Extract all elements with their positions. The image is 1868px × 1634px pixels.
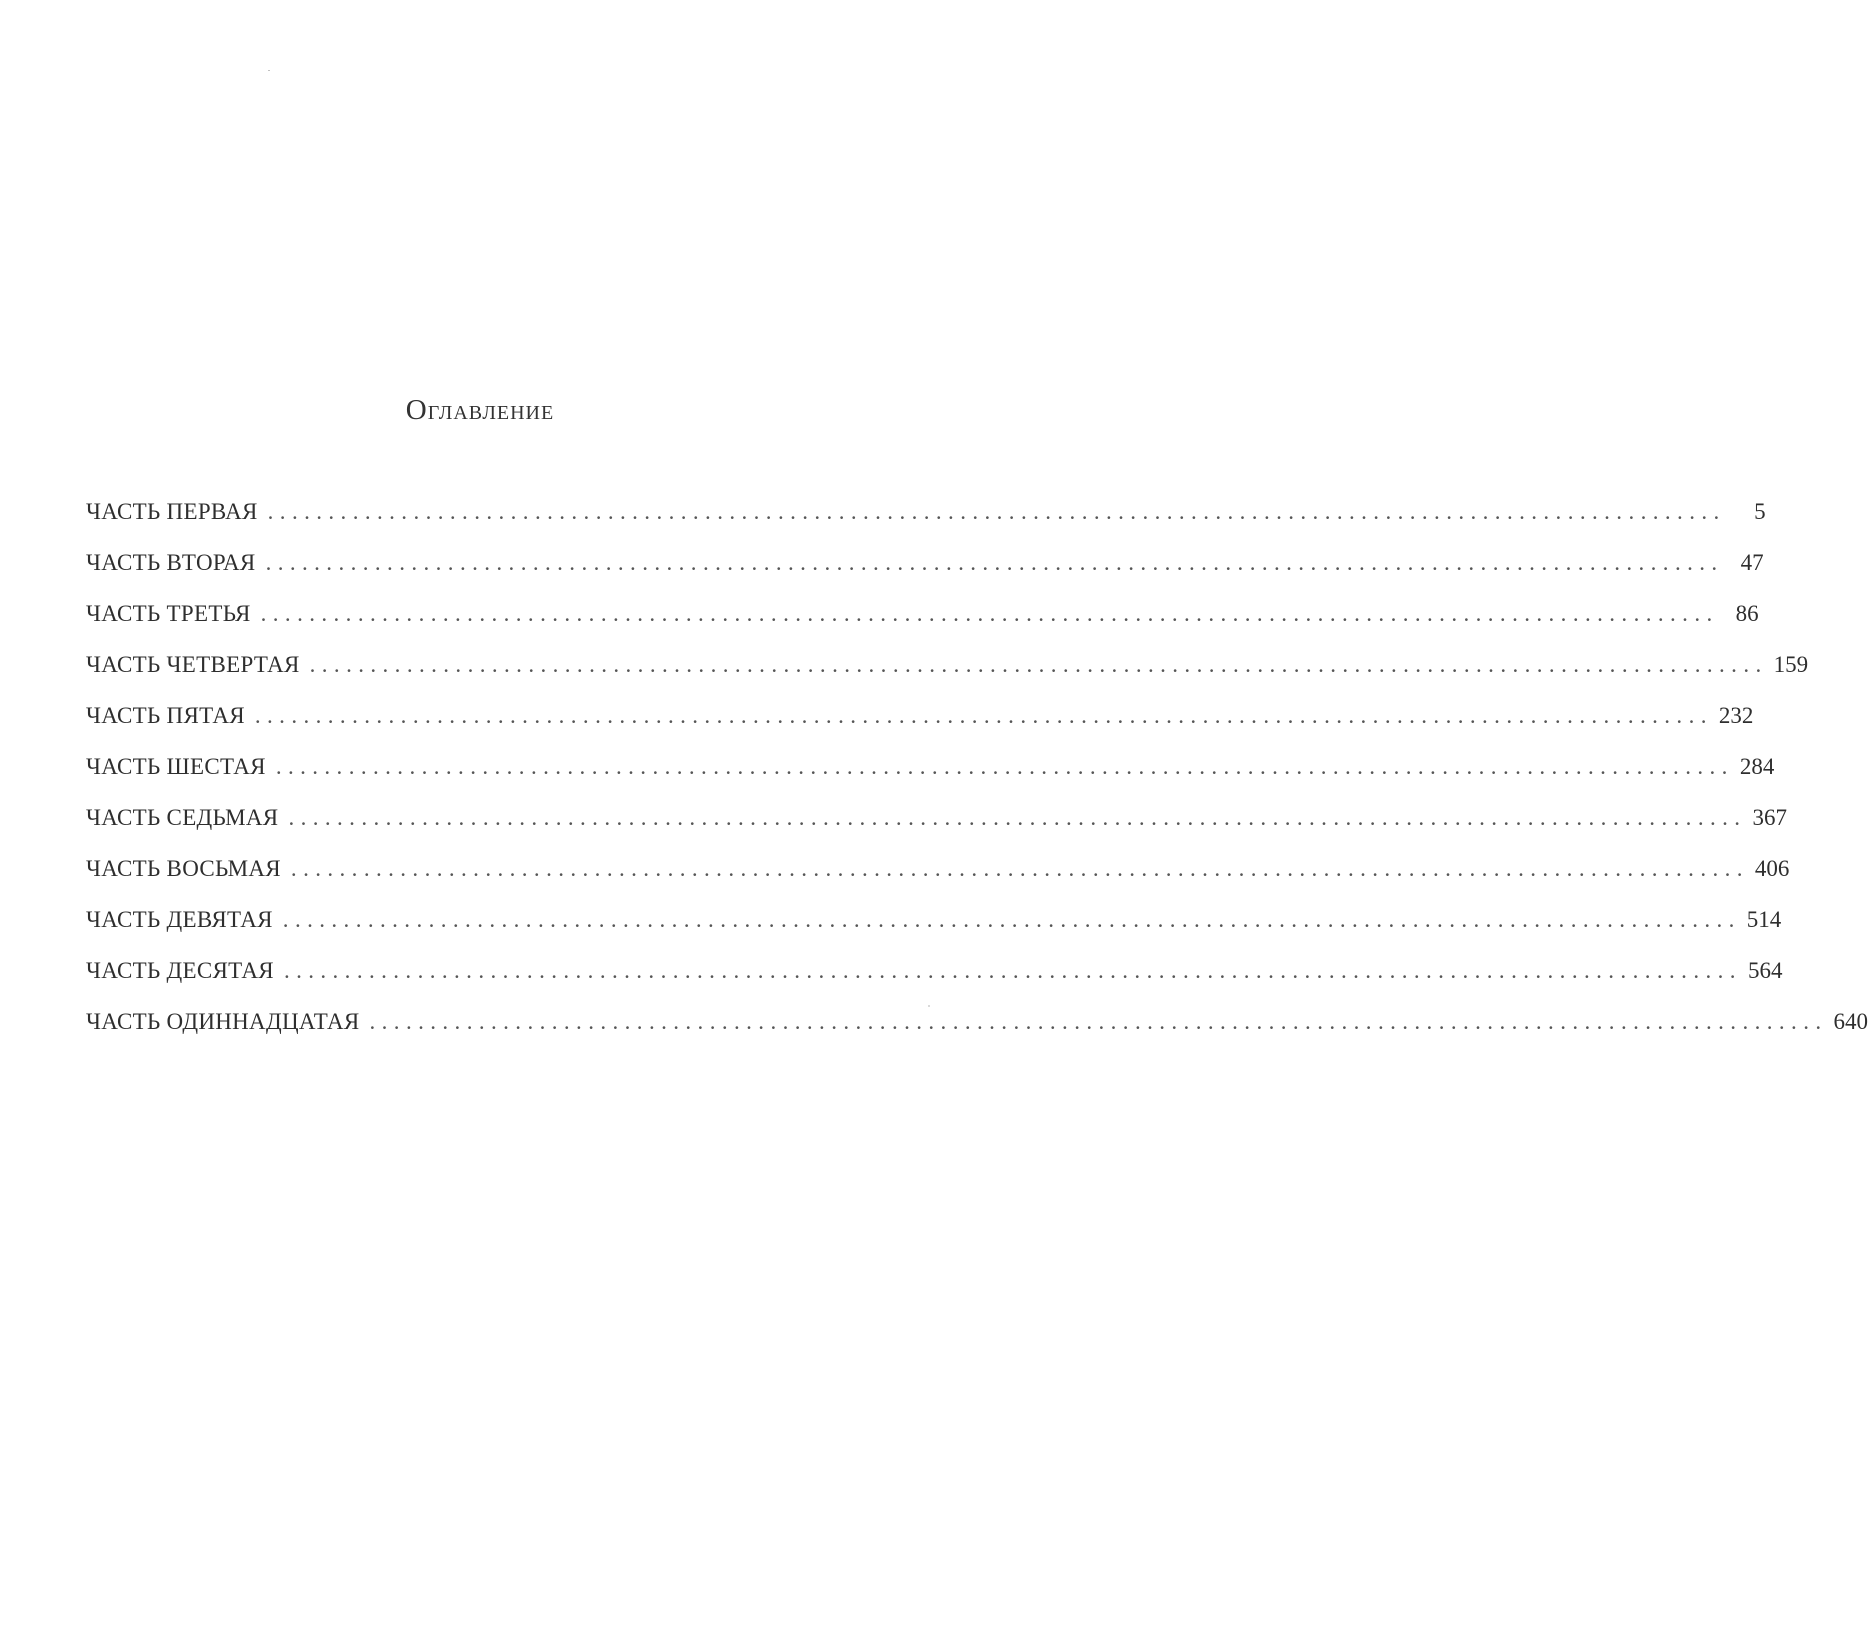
toc-entry [86,752,1775,803]
toc-entry [86,497,1766,548]
dot-leader: ........................................................................................................................ [290,856,1749,881]
toc-entry-label: ЧАСТЬ ПЕРВАЯ [86,499,258,524]
toc-entry [86,854,1790,905]
toc-entry-page: 232 [1718,703,1754,728]
dot-leader: ........................................................................................................................ [254,703,1713,728]
toc-entry-label: ЧАСТЬ ОДИННАДЦАТАЯ [86,1009,360,1034]
toc-list [86,497,1868,1058]
toc-entry [86,803,1787,854]
toc-entry-label: ЧАСТЬ ЧЕТВЕРТАЯ [86,652,300,677]
toc-entry [86,1007,1868,1058]
dot-leader: ........................................................................................................................ [265,550,1724,575]
toc-entry-page: 514 [1746,907,1782,932]
toc-entry-page: 640 [1833,1009,1868,1034]
toc-entry-page: 406 [1754,856,1790,881]
dot-leader: ........................................................................................................................ [267,499,1726,524]
dot-leader: ........................................................................................................................ [369,1009,1828,1034]
toc-entry-page: 47 [1740,550,1764,575]
toc-entry [86,905,1782,956]
toc-entry-page: 5 [1754,499,1766,524]
toc-entry-label: ЧАСТЬ ДЕСЯТАЯ [86,958,274,983]
toc-entry [86,701,1754,752]
paper-speck [268,70,270,71]
toc-entry [86,548,1764,599]
dot-leader: ........................................................................................................................ [282,907,1741,932]
dot-leader: ........................................................................................................................ [275,754,1734,779]
dot-leader: ........................................................................................................................ [260,601,1719,626]
toc-entry-label: ЧАСТЬ ВТОРАЯ [86,550,256,575]
toc-entry-label: ЧАСТЬ ПЯТАЯ [86,703,245,728]
dot-leader: ........................................................................................................................ [309,652,1768,677]
toc-entry-page: 159 [1773,652,1809,677]
toc-entry-page: 86 [1735,601,1759,626]
dot-leader: ........................................................................................................................ [283,958,1742,983]
toc-entry [86,599,1759,650]
toc-entry-page: 284 [1739,754,1775,779]
toc-entry-label: ЧАСТЬ СЕДЬМАЯ [86,805,279,830]
toc-entry-label: ЧАСТЬ ТРЕТЬЯ [86,601,251,626]
toc-entry-label: ЧАСТЬ ШЕСТАЯ [86,754,266,779]
toc-title: Оглавление [405,394,555,426]
toc-entry [86,956,1783,1007]
toc-entry-label: ЧАСТЬ ВОСЬМАЯ [86,856,281,881]
dot-leader: ........................................................................................................................ [288,805,1747,830]
toc-entry [86,650,1809,701]
toc-entry-page: 564 [1747,958,1783,983]
toc-entry-label: ЧАСТЬ ДЕВЯТАЯ [86,907,273,932]
toc-entry-page: 367 [1752,805,1787,830]
